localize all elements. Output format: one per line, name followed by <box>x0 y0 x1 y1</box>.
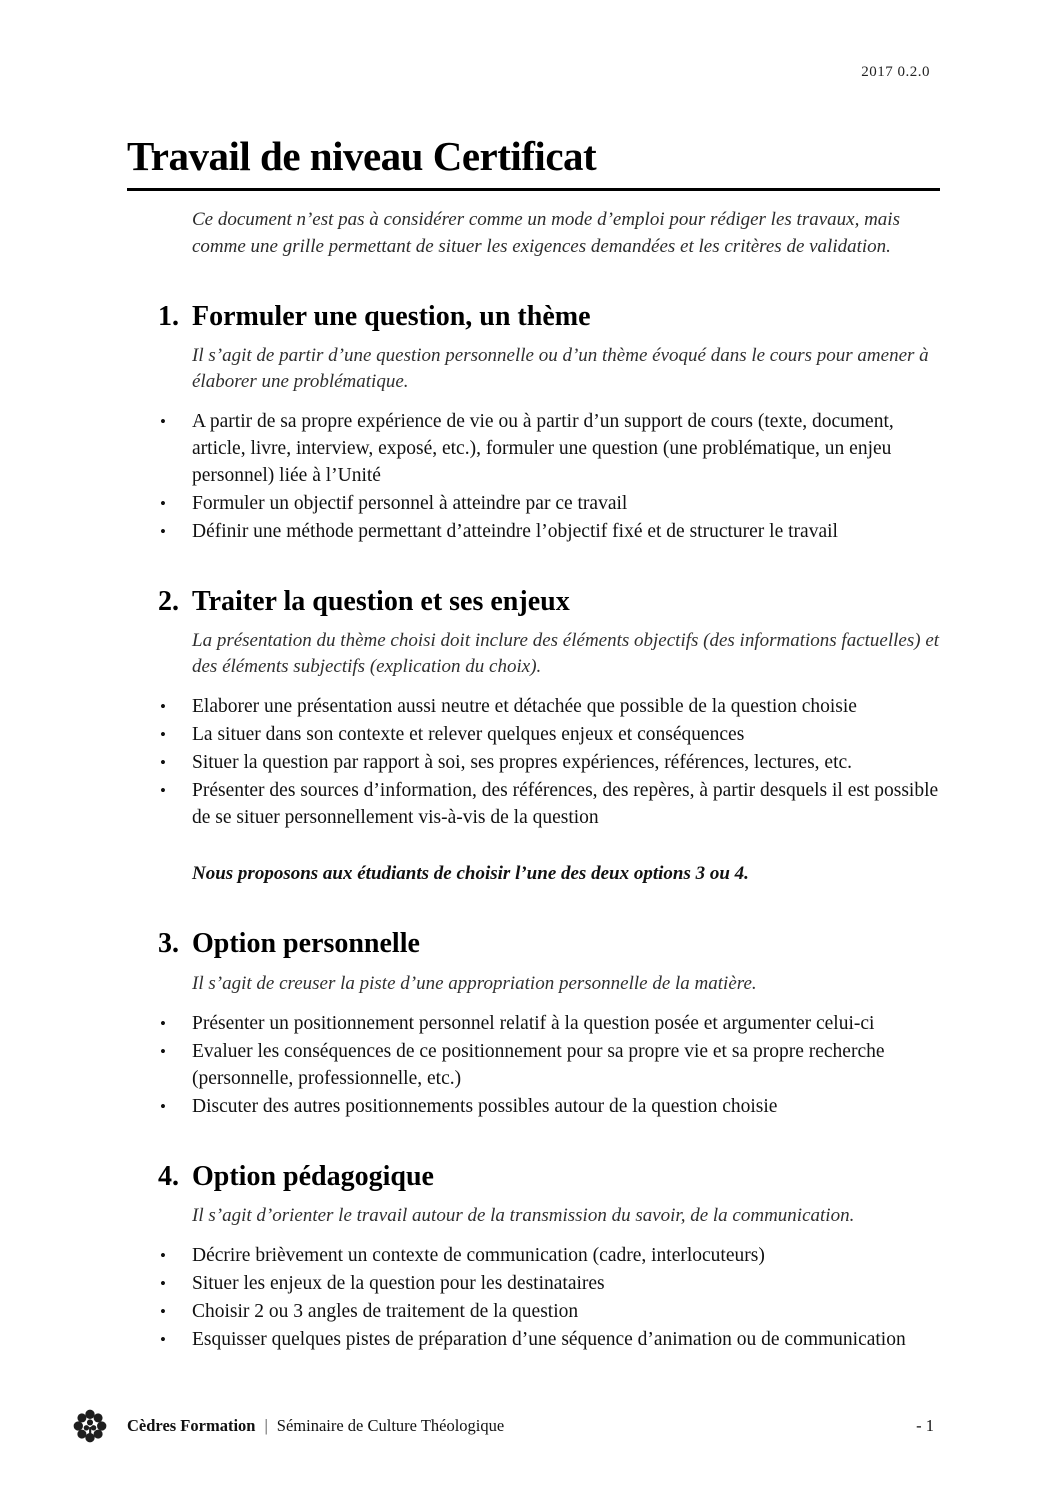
page-footer <box>72 1407 934 1445</box>
list-item <box>127 721 940 748</box>
section-heading <box>127 586 940 618</box>
bullet-icon: • <box>160 1096 166 1116</box>
list-item-text: Situer les enjeux de la question pour les destinataires <box>192 1272 605 1294</box>
section-option-personnelle <box>127 928 940 1119</box>
section-description: Il s’agit de partir d’une question personnelle ou d’un thème évoqué dans le cours pour amener à élaborer une problématique. <box>192 345 929 393</box>
bullet-icon: • <box>160 781 166 801</box>
section-number: 2. <box>158 586 179 618</box>
list-item <box>127 693 940 720</box>
section-number: 3. <box>158 928 179 960</box>
page-title: Travail de niveau Certificat <box>127 133 597 179</box>
list-item-text: Situer la question par rapport à soi, ses propres expériences, références, lectures, etc. <box>192 752 853 774</box>
section-heading-text: Option pédagogique <box>192 1160 434 1192</box>
list-item <box>127 1038 940 1092</box>
list-item <box>127 1093 940 1120</box>
section-number: 4. <box>158 1160 179 1192</box>
bullet-list <box>127 1010 940 1120</box>
list-item-text: Choisir 2 ou 3 angles de traitement de la question <box>192 1300 579 1322</box>
section-heading <box>127 928 940 960</box>
footer-subtitle: Séminaire de Culture Théologique <box>276 1416 505 1435</box>
bullet-list <box>127 1242 940 1353</box>
list-item-text: Esquisser quelques pistes de préparation d’une séquence d’animation ou de communication <box>192 1328 906 1350</box>
list-item-text: Présenter des sources d’information, des références, des repères, à partir desquels il est possible de se situer personnellement vis-à-vis de la question <box>192 780 939 829</box>
bullet-icon: • <box>160 725 166 745</box>
section-traiter-question <box>127 586 940 831</box>
list-item <box>127 490 940 517</box>
list-item-text: Evaluer les conséquences de ce positionnement pour sa propre vie et sa propre recherche (personnelle, professionnelle, etc.) <box>192 1040 885 1089</box>
section-description: Il s’agit d’orienter le travail autour de la transmission du savoir, de la communication. <box>192 1204 855 1226</box>
list-item <box>127 1326 940 1353</box>
bullet-icon: • <box>160 1329 166 1349</box>
list-item-text: Elaborer une présentation aussi neutre et détachée que possible de la question choisie <box>192 696 857 718</box>
list-item-text: Décrire brièvement un contexte de communication (cadre, interlocuteurs) <box>192 1244 765 1266</box>
list-item-text: Définir une méthode permettant d’atteindre l’objectif fixé et de structurer le travail <box>192 521 838 543</box>
list-item <box>127 777 940 831</box>
bullet-icon: • <box>160 697 166 717</box>
bullet-icon: • <box>160 1245 166 1265</box>
footer-separator: | <box>264 1416 268 1435</box>
section-option-pedagogique <box>127 1161 940 1353</box>
section-heading-text: Formuler une question, un thème <box>192 301 591 333</box>
section-description: La présentation du thème choisi doit inclure des éléments objectifs (des informations factuelles) et des éléments subjectifs (explication du choix). <box>192 630 940 678</box>
list-item-text: Présenter un positionnement personnel relatif à la question posée et argumenter celui-ci <box>192 1012 875 1034</box>
section-formuler-question <box>127 301 940 545</box>
section-number: 1. <box>158 301 179 333</box>
footer-org-name: Cèdres Formation <box>127 1416 256 1435</box>
bullet-icon: • <box>160 1301 166 1321</box>
section-description: Il s’agit de creuser la piste d’une appropriation personnelle de la matière. <box>192 972 757 994</box>
list-item <box>127 1010 940 1037</box>
section-heading-text: Option personnelle <box>192 928 420 960</box>
bullet-icon: • <box>160 1013 166 1033</box>
bullet-list <box>127 408 940 545</box>
bullet-list <box>127 693 940 831</box>
section-heading <box>127 1161 940 1193</box>
options-note: Nous proposons aux étudiants de choisir l’une des deux options 3 ou 4. <box>192 863 749 885</box>
bullet-icon: • <box>160 1041 166 1061</box>
title-rule <box>127 188 940 191</box>
section-heading-text: Traiter la question et ses enjeux <box>192 586 570 618</box>
list-item-text: Formuler un objectif personnel à atteindre par ce travail <box>192 493 628 515</box>
list-item-text: La situer dans son contexte et relever quelques enjeux et conséquences <box>192 724 745 746</box>
bullet-icon: • <box>160 494 166 514</box>
list-item <box>127 1298 940 1325</box>
bullet-icon: • <box>160 1273 166 1293</box>
list-item <box>127 749 940 776</box>
version-label: 2017 0.2.0 <box>861 64 930 80</box>
section-heading <box>127 301 940 333</box>
list-item <box>127 518 940 545</box>
bullet-icon: • <box>160 753 166 773</box>
list-item-text: A partir de sa propre expérience de vie ou à partir d’un support de cours (texte, document, article, livre, interview, exposé, etc.), formuler une question (une problématique, un enjeu personnel) liée à l’Unité <box>192 411 894 487</box>
bullet-icon: • <box>160 522 166 542</box>
bullet-icon: • <box>160 412 166 432</box>
list-item-text: Discuter des autres positionnements possibles autour de la question choisie <box>192 1095 778 1117</box>
page-number: - 1 <box>916 1416 934 1435</box>
list-item <box>127 408 940 489</box>
list-item <box>127 1270 940 1297</box>
cedres-rosette-logo-icon <box>72 1407 108 1445</box>
list-item <box>127 1242 940 1269</box>
intro-paragraph: Ce document n’est pas à considérer comme un mode d’emploi pour rédiger les travaux, mais comme une grille permettant de situer les exigences demandées et les critères de validation. <box>192 209 900 258</box>
